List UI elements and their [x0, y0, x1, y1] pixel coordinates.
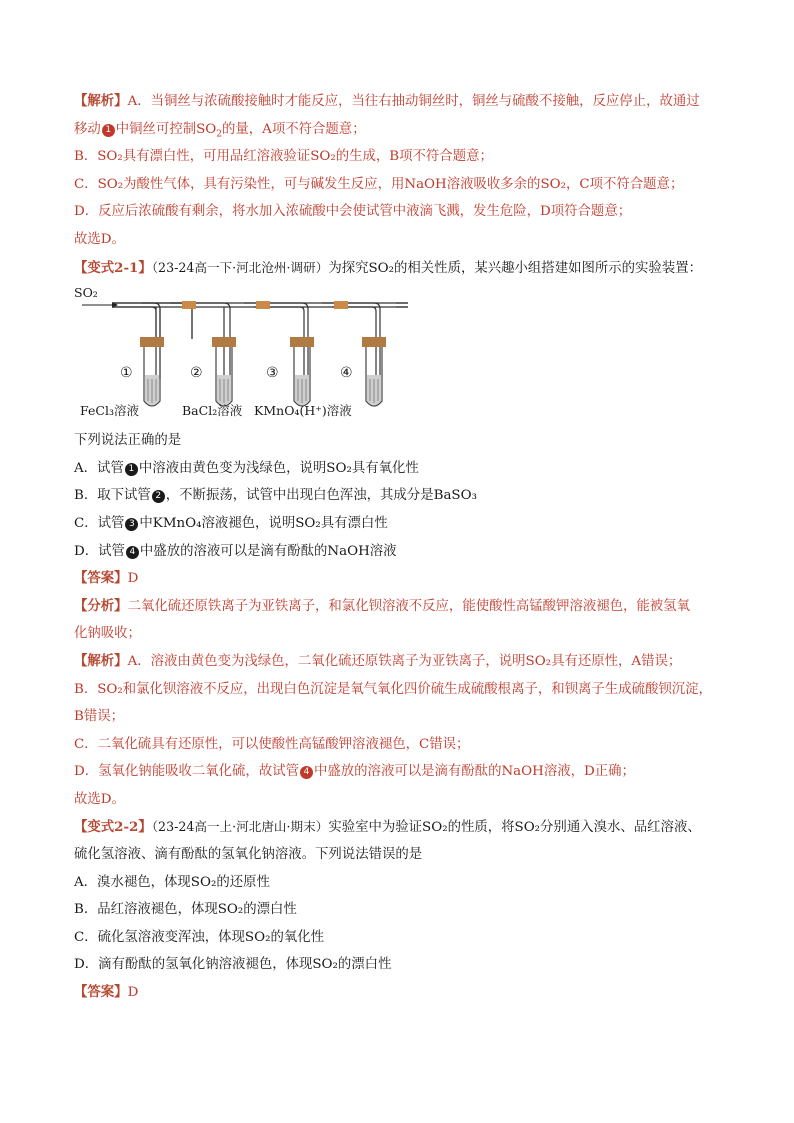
analysis-tag: 【分析】: [74, 597, 128, 614]
solution-b-2: B错误；: [74, 709, 125, 725]
analysis-text: A．当铜丝与浓硫酸接触时才能反应，当往右抽动铜丝时，铜丝与硫酸不接触，反应停止，故通过: [127, 94, 700, 109]
option-c: [74, 510, 724, 538]
question-2-2-stem-2: 硫化氢溶液、滴有酚酞的氢氧化钠溶液。下列说法错误的是: [74, 847, 423, 863]
analysis-text: 中铜丝可控制SO: [115, 121, 217, 137]
question-2-2-stem-1: [74, 813, 724, 841]
tube-number-1: ①: [120, 365, 133, 382]
q22-option-b: B．品红溶液褪色，体现SO₂的漂白性: [74, 902, 297, 918]
tube-number-2: ②: [190, 365, 203, 382]
tube-number-4: ④: [340, 365, 353, 382]
answer-tag: 【答案】: [74, 570, 128, 587]
analysis-line-1: [74, 593, 724, 621]
option-text: A．试管: [74, 460, 124, 476]
apparatus-figure: [74, 283, 724, 423]
option-text: C．试管: [74, 515, 125, 531]
question-tag: 【变式2-1】: [74, 259, 152, 276]
option-d: [74, 538, 724, 566]
answer-value: D: [127, 985, 139, 1001]
solution-choose: 故选D。: [74, 791, 125, 807]
analysis-line-2: 化钠吸收；: [74, 626, 141, 642]
answer-line: [74, 565, 724, 593]
question-2-1-stem: [74, 254, 724, 282]
question-stem: 实验室中为验证SO₂的性质，将SO₂分别通入溴水、品红溶液、: [328, 820, 701, 836]
circled-number: 4: [300, 766, 313, 779]
circled-number: 2: [152, 490, 165, 503]
tube-label-kmno4: KMnO₄(H⁺)溶液: [254, 403, 352, 419]
question-tag: 【变式2-2】: [74, 819, 152, 836]
option-text: D．试管: [74, 543, 125, 559]
tube-label-fecl3: FeCl₃溶液: [80, 403, 139, 419]
circled-number: 3: [125, 518, 138, 531]
gas-label: SO₂: [74, 285, 98, 301]
q22-option-d: D．滴有酚酞的氢氧化钠溶液褪色，体现SO₂的漂白性: [74, 957, 392, 973]
prev-analysis-d: D．反应后浓硫酸有剩余，将水加入浓硫酸中会使试管中液滴飞溅，发生危险，D项符合题意；: [74, 204, 632, 220]
option-a: [74, 455, 724, 483]
question-stem: 为探究SO₂的相关性质，某兴趣小组搭建如图所示的实验装置：: [328, 260, 702, 276]
solution-c: C．二氧化硫具有还原性，可以使酸性高锰酸钾溶液褪色，C错误；: [74, 736, 470, 752]
prev-analysis-b: B．SO₂具有漂白性，可用品红溶液验证SO₂的生成，B项不符合题意；: [74, 149, 493, 165]
analysis-tag: 【解析】: [74, 93, 128, 109]
solution-d: [74, 758, 724, 786]
q22-option-c: C．硫化氢溶液变浑浊，体现SO₂的氧化性: [74, 929, 325, 945]
question-source: （23-24高一上·河北唐山·期末）: [151, 819, 329, 835]
prev-analysis-line-2: 移动 1 中铜丝可控制$SO_2$的量，A项不符合题意；: [74, 121, 366, 140]
option-text: ，不断振荡，试管中出现白色浑浊，其成分是BaSO₃: [165, 488, 477, 504]
solution-a: [74, 648, 724, 676]
option-text: 中盛放的溶液可以是滴有酚酞的NaOH溶液: [139, 543, 397, 559]
option-b: [74, 482, 724, 510]
solution-text: D．氢氧化钠能吸收二氧化硫，故试管: [74, 764, 299, 780]
solution-b-1: B．SO₂和氯化钡溶液不反应，出现白色沉淀是氧气氧化四价硫生成硫酸根离子，和钡离子生成硫酸钡沉淀，: [74, 681, 712, 697]
q22-option-a: A．溴水褪色，体现SO₂的还原性: [74, 874, 270, 890]
question-source: （23-24高一下·河北沧州·调研）: [151, 259, 329, 275]
question-prompt: 下列说法正确的是: [74, 433, 182, 449]
option-text: 中溶液由黄色变为浅绿色，说明SO₂具有氧化性: [138, 460, 419, 476]
circled-number: 4: [126, 546, 139, 559]
circled-number: 1: [102, 124, 115, 137]
document-page: [74, 88, 724, 1007]
tube-number-3: ③: [266, 365, 279, 382]
analysis-text: 的量，A项不符合题意；: [222, 121, 366, 137]
circled-number: 1: [125, 463, 138, 476]
prev-analysis-c: C．SO₂为酸性气体，具有污染性，可与碱发生反应，用NaOH溶液吸收多余的SO₂，C项不符合题意；: [74, 176, 684, 192]
solution-text: A．溶液由黄色变为浅绿色，二氧化硫还原铁离子为亚铁离子，说明SO₂具有还原性，A错误；: [127, 653, 682, 669]
analysis-text: 二氧化硫还原铁离子为亚铁离子，和氯化钡溶液不反应，能使酸性高锰酸钾溶液褪色，能被氢氧: [127, 598, 690, 614]
q22-answer-line: [74, 979, 724, 1007]
prev-analysis-line-1: [74, 88, 724, 116]
answer-value: D: [127, 571, 139, 587]
option-text: 中KMnO₄溶液褪色，说明SO₂具有漂白性: [139, 515, 388, 531]
tube-label-bacl2: BaCl₂溶液: [182, 403, 243, 419]
option-text: B．取下试管: [74, 488, 151, 504]
solution-tag: 【解析】: [74, 652, 128, 669]
analysis-text: 移动: [74, 121, 101, 137]
answer-tag: 【答案】: [74, 984, 128, 1001]
prev-analysis-choose: 故选D。: [74, 231, 125, 247]
solution-text: 中盛放的溶液可以是滴有酚酞的NaOH溶液，D正确；: [314, 764, 635, 780]
